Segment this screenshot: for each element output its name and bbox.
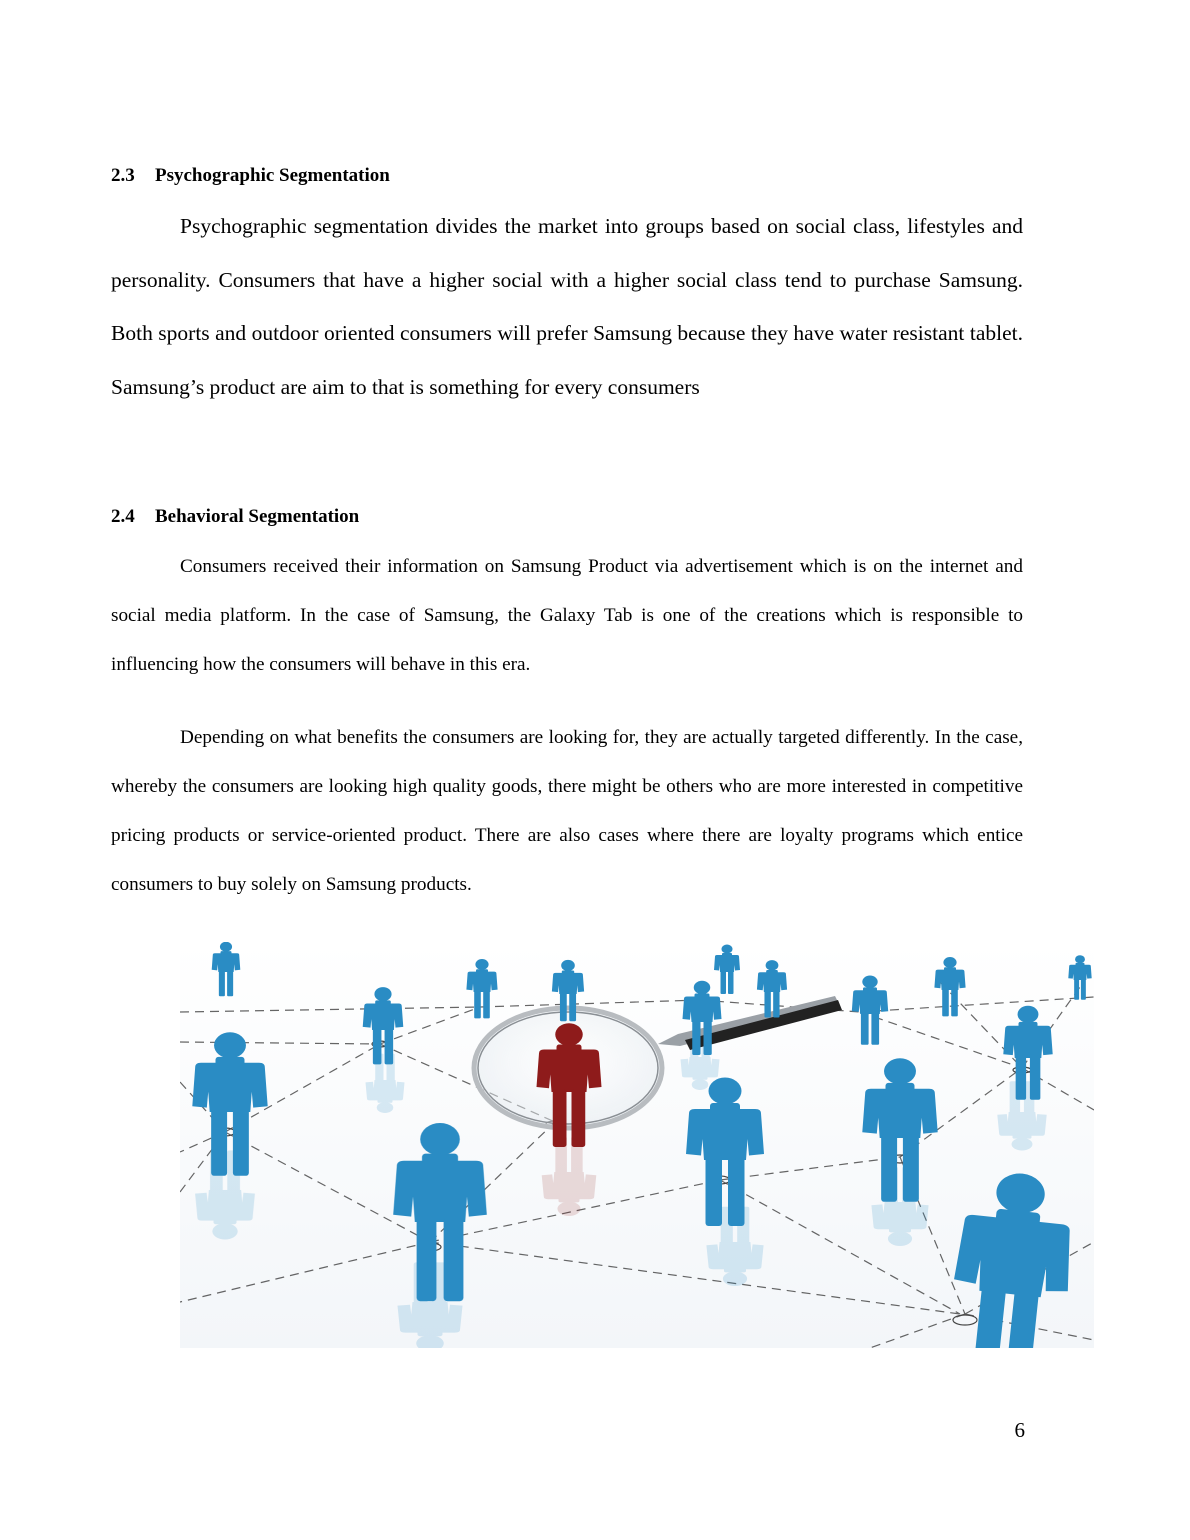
section-title: Psychographic Segmentation [155,165,390,186]
section-number: 2.3 [111,165,135,186]
network-illustration-svg [180,942,1094,1348]
section-heading-2-4 [111,505,359,529]
psychographic-paragraph: Psychographic segmentation divides the market into groups based on social class, lifestyles and personality. Consumers that have a higher social with a higher social class tend to purchase Samsung. Both sports and outdoor oriented consumers will prefer Samsung because they have water resistant tablet. Samsung’s product are aim to that is something for every consumers [111,214,1023,400]
behavioral-paragraph-1: Consumers received their information on Samsung Product via advertisement which is on the internet and social media platform. In the case of Samsung, the Galaxy Tab is one of the creations which is responsible to influencing how the consumers will behave in this era. [111,556,1023,675]
page-number: 6 [1014,1418,1025,1442]
behavioral-paragraph-2: Depending on what benefits the consumers are looking for, they are actually targeted differently. In the case, whereby the consumers are looking high quality goods, there might be others who are more interested in competitive pricing products or service-oriented product. There are also cases where there are loyalty programs which entice consumers to buy solely on Samsung products. [111,727,1023,895]
network-people-illustration [180,942,1094,1348]
section-title: Behavioral Segmentation [155,506,360,527]
section-number: 2.4 [111,506,135,527]
section-heading-2-3 [111,164,390,188]
